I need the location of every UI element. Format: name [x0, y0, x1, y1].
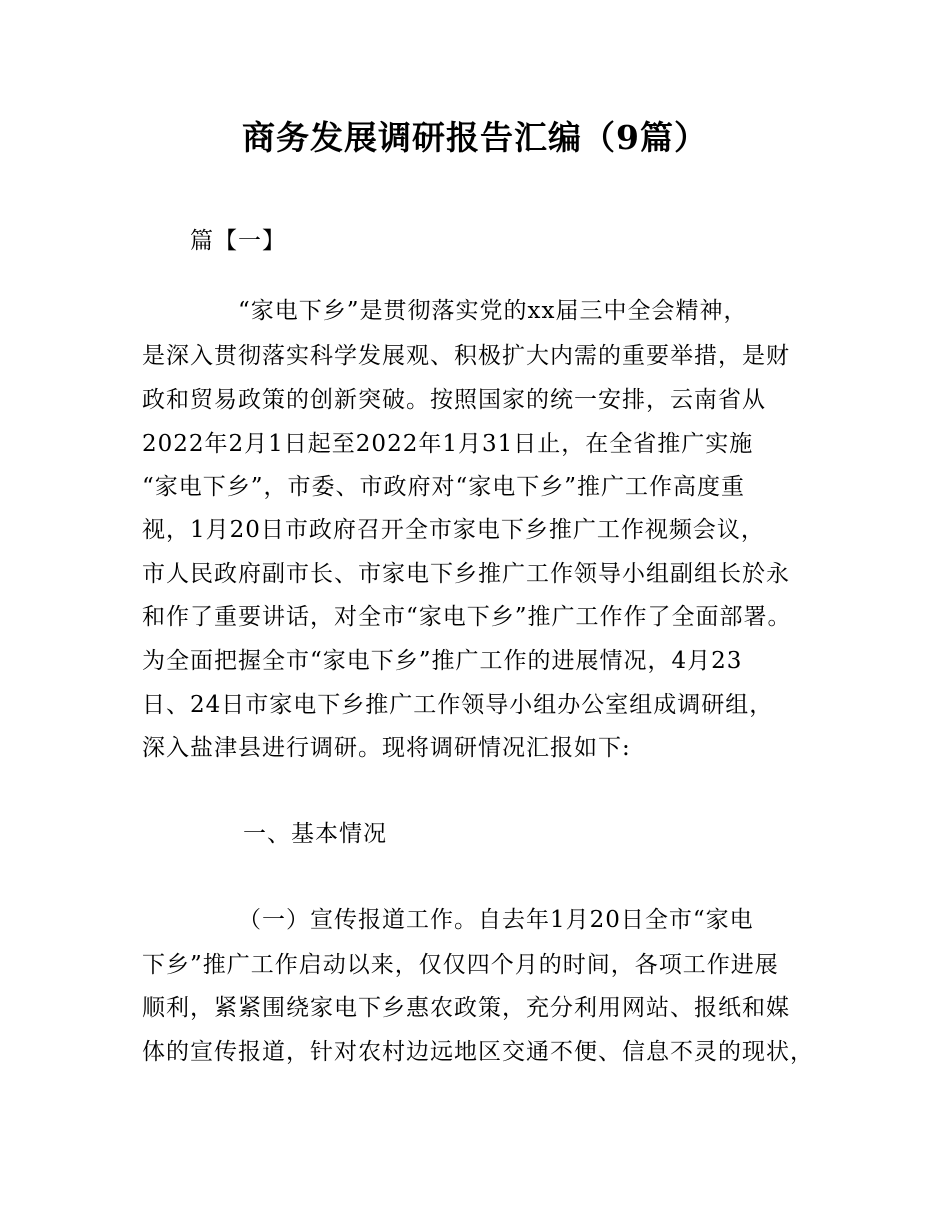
paragraph-line: （一）宣传报道工作。自去年1月20日全市“家电 [238, 907, 754, 933]
section-label: 篇【一】 [190, 228, 286, 254]
paragraph-line: 和作了重要讲话，对全市“家电下乡”推广工作作了全面部署。 [142, 604, 792, 630]
section-heading: 一、基本情况 [243, 821, 387, 847]
paragraph-line: 2022年2月1日起至2022年1月31日止，在全省推广实施 [142, 431, 754, 457]
paragraph-line: 体的宣传报道，针对农村边远地区交通不便、信息不灵的现状， [142, 1039, 814, 1065]
paragraph-line: 深入盐津县进行调研。现将调研情况汇报如下: [142, 735, 631, 761]
paragraph-line: 下乡”推广工作启动以来，仅仅四个月的时间，各项工作进展 [142, 952, 779, 978]
paragraph-line: 为全面把握全市“家电下乡”推广工作的进展情况，4月23 [142, 648, 743, 674]
document-title: 商务发展调研报告汇编（9篇） [242, 118, 708, 157]
paragraph-line: 政和贸易政策的创新突破。按照国家的统一安排，云南省从 [142, 387, 766, 413]
paragraph-line: 视，1月20日市政府召开全市家电下乡推广工作视频会议， [142, 517, 765, 543]
paragraph-line: 市人民政府副市长、市家电下乡推广工作领导小组副组长於永 [142, 561, 790, 587]
paragraph-line: 是深入贯彻落实科学发展观、积极扩大内需的重要举措，是财 [142, 343, 790, 369]
paragraph-line: 顺利，紧紧围绕家电下乡惠农政策，充分利用网站、报纸和媒 [142, 995, 790, 1021]
paragraph-line: “家电下乡”是贯彻落实党的xx届三中全会精神， [238, 298, 748, 324]
paragraph-line: 日、24日市家电下乡推广工作领导小组办公室组成调研组， [142, 692, 774, 718]
paragraph-line: “家电下乡”，市委、市政府对“家电下乡”推广工作高度重 [142, 474, 746, 500]
